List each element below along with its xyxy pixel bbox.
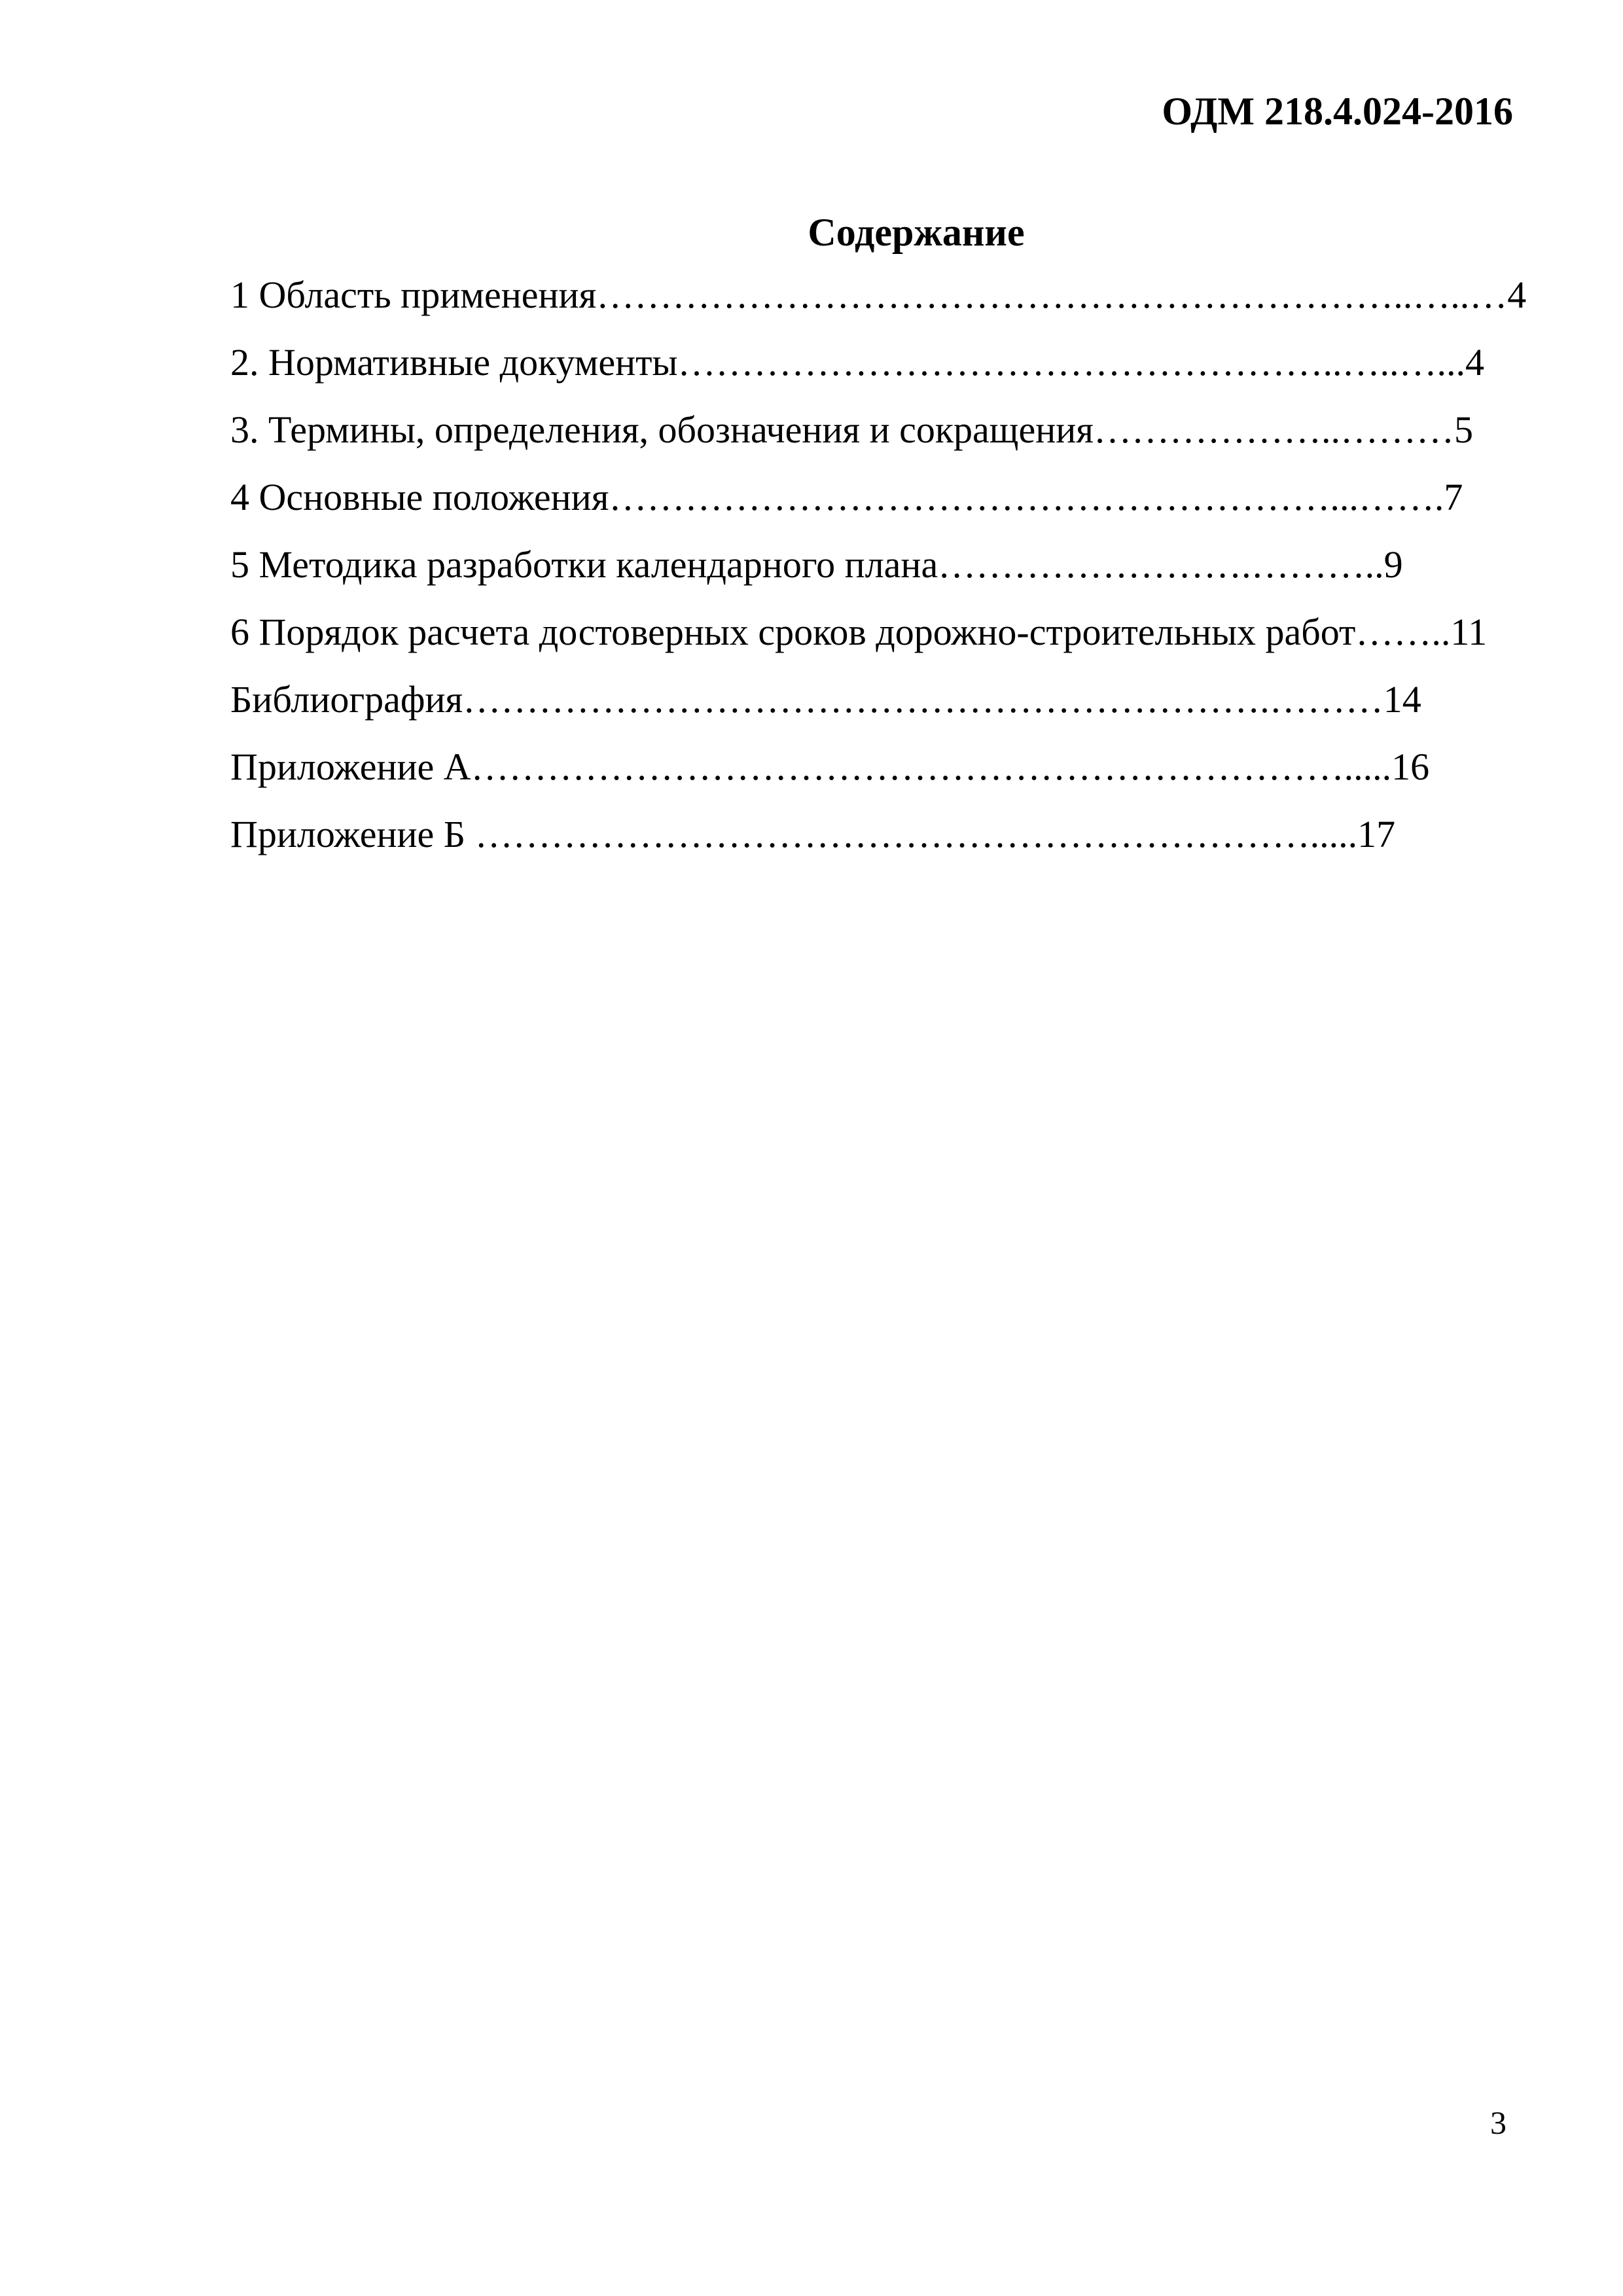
document-code: ОДМ 218.4.024-2016 — [1162, 90, 1513, 133]
toc-entry-schedule-methodology: 5 Методика разработки календарного плана…………………….………..9 — [230, 543, 1403, 586]
toc-entry-appendix-a: Приложение А…………………………………………………………….....16 — [230, 745, 1430, 788]
toc-entry-basic-provisions: 4 Основные положения…………………………………………………...…….7 — [230, 476, 1463, 518]
toc-entry-appendix-b: Приложение Б ………………………………………………………….....17 — [230, 813, 1396, 855]
toc-entry-bibliography: Библиография……………………………………………………….………14 — [230, 678, 1421, 721]
table-of-contents — [230, 274, 1527, 883]
page-number: 3 — [1490, 2104, 1507, 2141]
contents-title: Содержание — [808, 211, 1025, 254]
toc-entry-normative-documents: 2. Нормативные документы……………………………………………..…..…...4 — [230, 341, 1484, 384]
toc-entry-scope: 1 Область применения………………………………………………………..…..…4 — [230, 274, 1527, 316]
toc-entry-calculation-procedure: 6 Порядок расчета достоверных сроков дорожно-строительных работ……..11 — [230, 611, 1488, 653]
toc-entry-terms-definitions: 3. Термины, определения, обозначения и сокращения………………..………5 — [230, 408, 1473, 451]
